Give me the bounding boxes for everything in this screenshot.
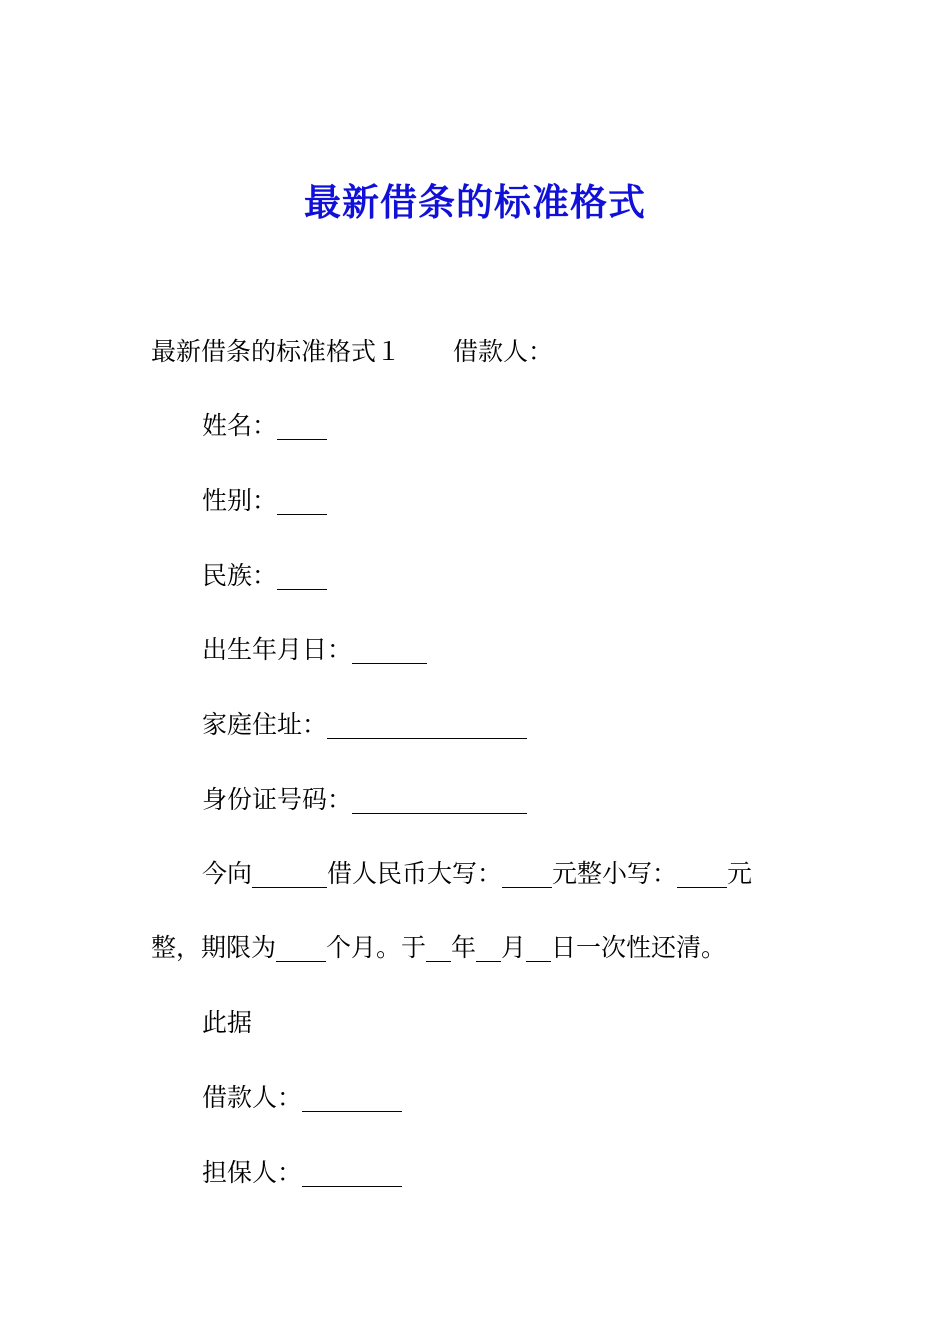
address-field: 家庭住址：________________ bbox=[202, 710, 528, 739]
loan-body-line-1: 今向______借人民币大写：____元整小写：____元 bbox=[202, 859, 753, 888]
loan-body-line-2: 整，期限为____个月。于__年__月__日一次性还清。 bbox=[151, 933, 727, 962]
ethnicity-field: 民族：____ bbox=[202, 561, 328, 590]
name-field: 姓名：____ bbox=[202, 411, 328, 440]
document-title: 最新借条的标准格式 bbox=[304, 180, 646, 224]
guarantor-signature: 担保人：________ bbox=[202, 1158, 403, 1187]
birthdate-field: 出生年月日：______ bbox=[202, 635, 428, 664]
section-heading: 最新借条的标准格式１ bbox=[151, 337, 402, 366]
section-heading-line bbox=[151, 334, 553, 370]
borrower-signature: 借款人：________ bbox=[202, 1083, 403, 1112]
id-number-field: 身份证号码：______________ bbox=[202, 785, 528, 814]
borrower-heading: 借款人： bbox=[453, 337, 554, 366]
closing-text: 此据 bbox=[202, 1008, 253, 1037]
gender-field: 性别：____ bbox=[202, 486, 328, 515]
